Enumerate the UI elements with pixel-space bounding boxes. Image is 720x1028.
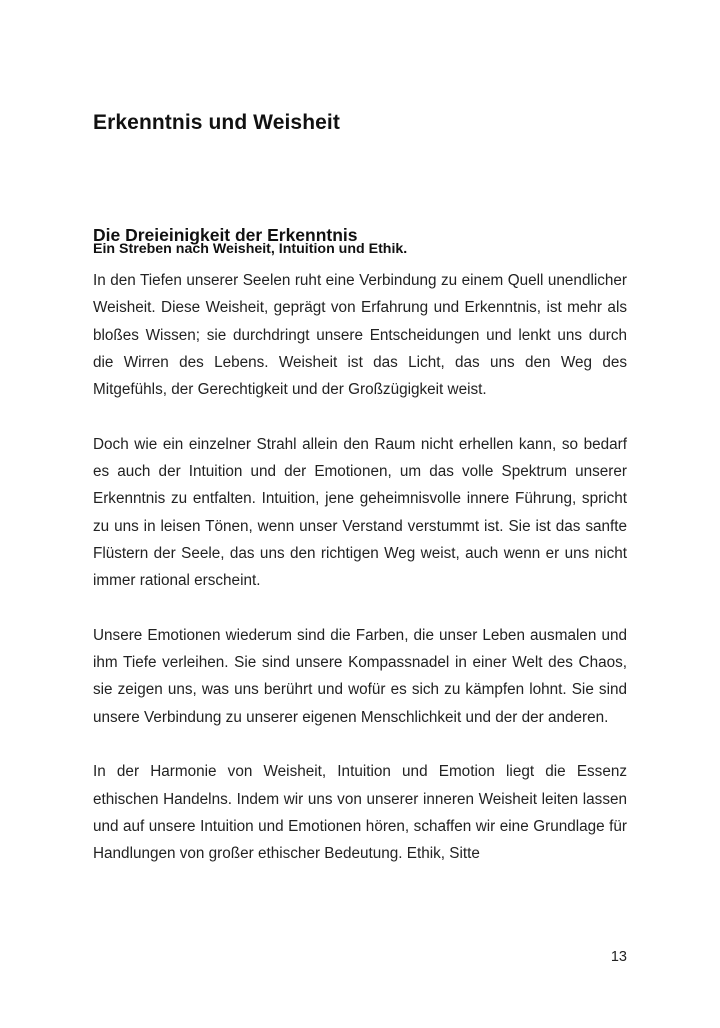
paragraph: Doch wie ein einzelner Strahl allein den Raum nicht erhellen kann, so bedarf es auch der Intuition und der Emotionen, um das volle Spektrum unserer Erkenntnis zu entfalten. Intuition, jene geheimnisvolle innere Führung, spricht zu uns in leisen Tönen, wenn unser Verstand verstummt ist. Sie ist das sanfte Flüstern der Seele, das uns den richtigen Weg weist, auch wenn er uns nicht immer rational erscheint. <box>93 435 627 590</box>
page-number: 13 <box>610 949 627 965</box>
paragraph: In der Harmonie von Weisheit, Intuition und Emotion liegt die Essenz ethischen Handelns. Indem wir uns von unserer inneren Weisheit leiten lassen und auf unsere Intuition und Emotionen hören, schaffen wir eine Grundlage für Handlungen von großer ethischer Bedeutung. Ethik, Sitte <box>93 763 627 863</box>
chapter-title: Erkenntnis und Weisheit <box>93 111 340 135</box>
section-subtitle: Ein Streben nach Weisheit, Intuition und Ethik. <box>93 241 408 257</box>
section-title: Die Dreieinigkeit der Erkenntnis <box>93 224 358 245</box>
paragraph: In den Tiefen unserer Seelen ruht eine Verbindung zu einem Quell unendlicher Weisheit. Diese Weisheit, geprägt von Erfahrung und Erkenntnis, ist mehr als bloßes Wissen; sie durchdringt unsere Entscheidungen und lenkt uns durch die Wirren des Lebens. Weisheit ist das Licht, das uns den Weg des Mitgefühls, der Gerechtigkeit und der Großzügigkeit weist. <box>93 272 627 399</box>
paragraph: Unsere Emotionen wiederum sind die Farben, die unser Leben ausmalen und ihm Tiefe verleihen. Sie sind unsere Kompassnadel in einer Welt des Chaos, sie zeigen uns, was uns berührt und wofür es sich zu kämpfen lohnt. Sie sind unsere Verbindung zu unserer eigenen Menschlichkeit und der der anderen. <box>93 626 627 726</box>
body-text <box>93 267 627 868</box>
